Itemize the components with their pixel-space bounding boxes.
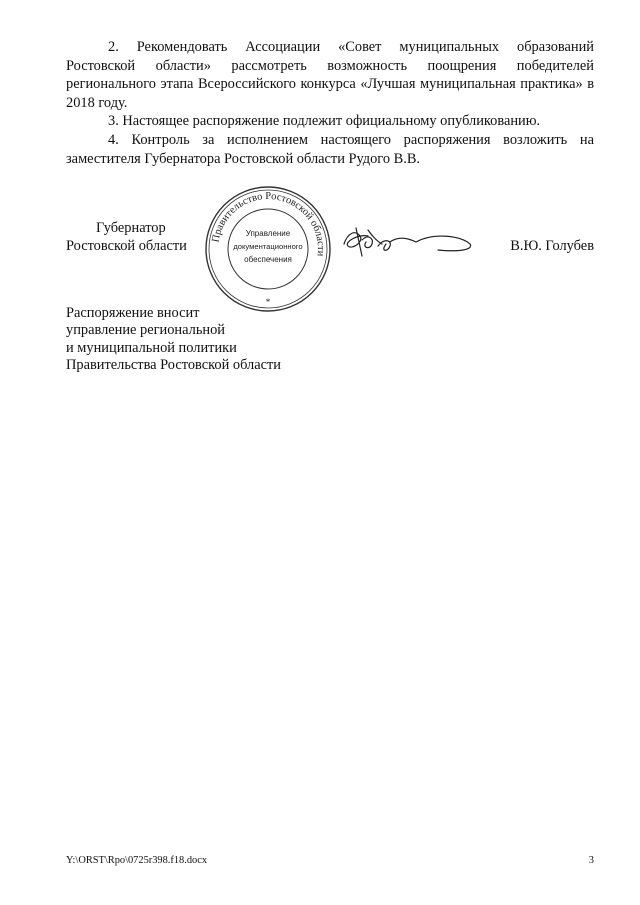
submitted-by-line: управление региональной [66, 322, 225, 339]
paragraph-2: 2. Рекомендовать Ассоциации «Совет муниципальных образований Ростовской области» рассмотреть возможность поощрения победителей регионального этапа Всероссийского конкурса «Лучшая муниципальная практика» в 2018 году. [66, 39, 594, 111]
footer-file-path: Y:\ORST\Rpo\0725r398.f18.docx [66, 855, 208, 866]
document-body [66, 38, 594, 168]
signer-name: В.Ю. Голубев [510, 238, 594, 254]
signatory-title [66, 219, 187, 255]
seal-inner-line3: обеспечения [244, 255, 292, 264]
seal-inner-line1: Управление [245, 229, 291, 238]
signatory-title-line1: Губернатор [96, 220, 166, 236]
submitted-by-block [66, 305, 281, 375]
submitted-by-line: и муниципальной политики [66, 339, 237, 356]
handwritten-signature [338, 222, 478, 262]
seal-outer-text: Правительство Ростовской области [210, 190, 327, 257]
submitted-by-line: Распоряжение вносит [66, 305, 200, 321]
paragraph-4: 4. Контроль за исполнением настоящего распоряжения возложить на заместителя Губернатора Ростовской области Рудого В.В. [66, 131, 594, 167]
footer-page-number: 3 [588, 855, 594, 866]
official-seal-stamp [203, 184, 333, 314]
seal-star: * [265, 297, 271, 307]
signatory-title-line2: Ростовской области [66, 238, 187, 254]
submitted-by-line: Правительства Ростовской области [66, 357, 281, 374]
seal-inner-line2: документационного [233, 242, 303, 251]
paragraph-3: 3. Настоящее распоряжение подлежит официальному опубликованию. [108, 113, 541, 130]
